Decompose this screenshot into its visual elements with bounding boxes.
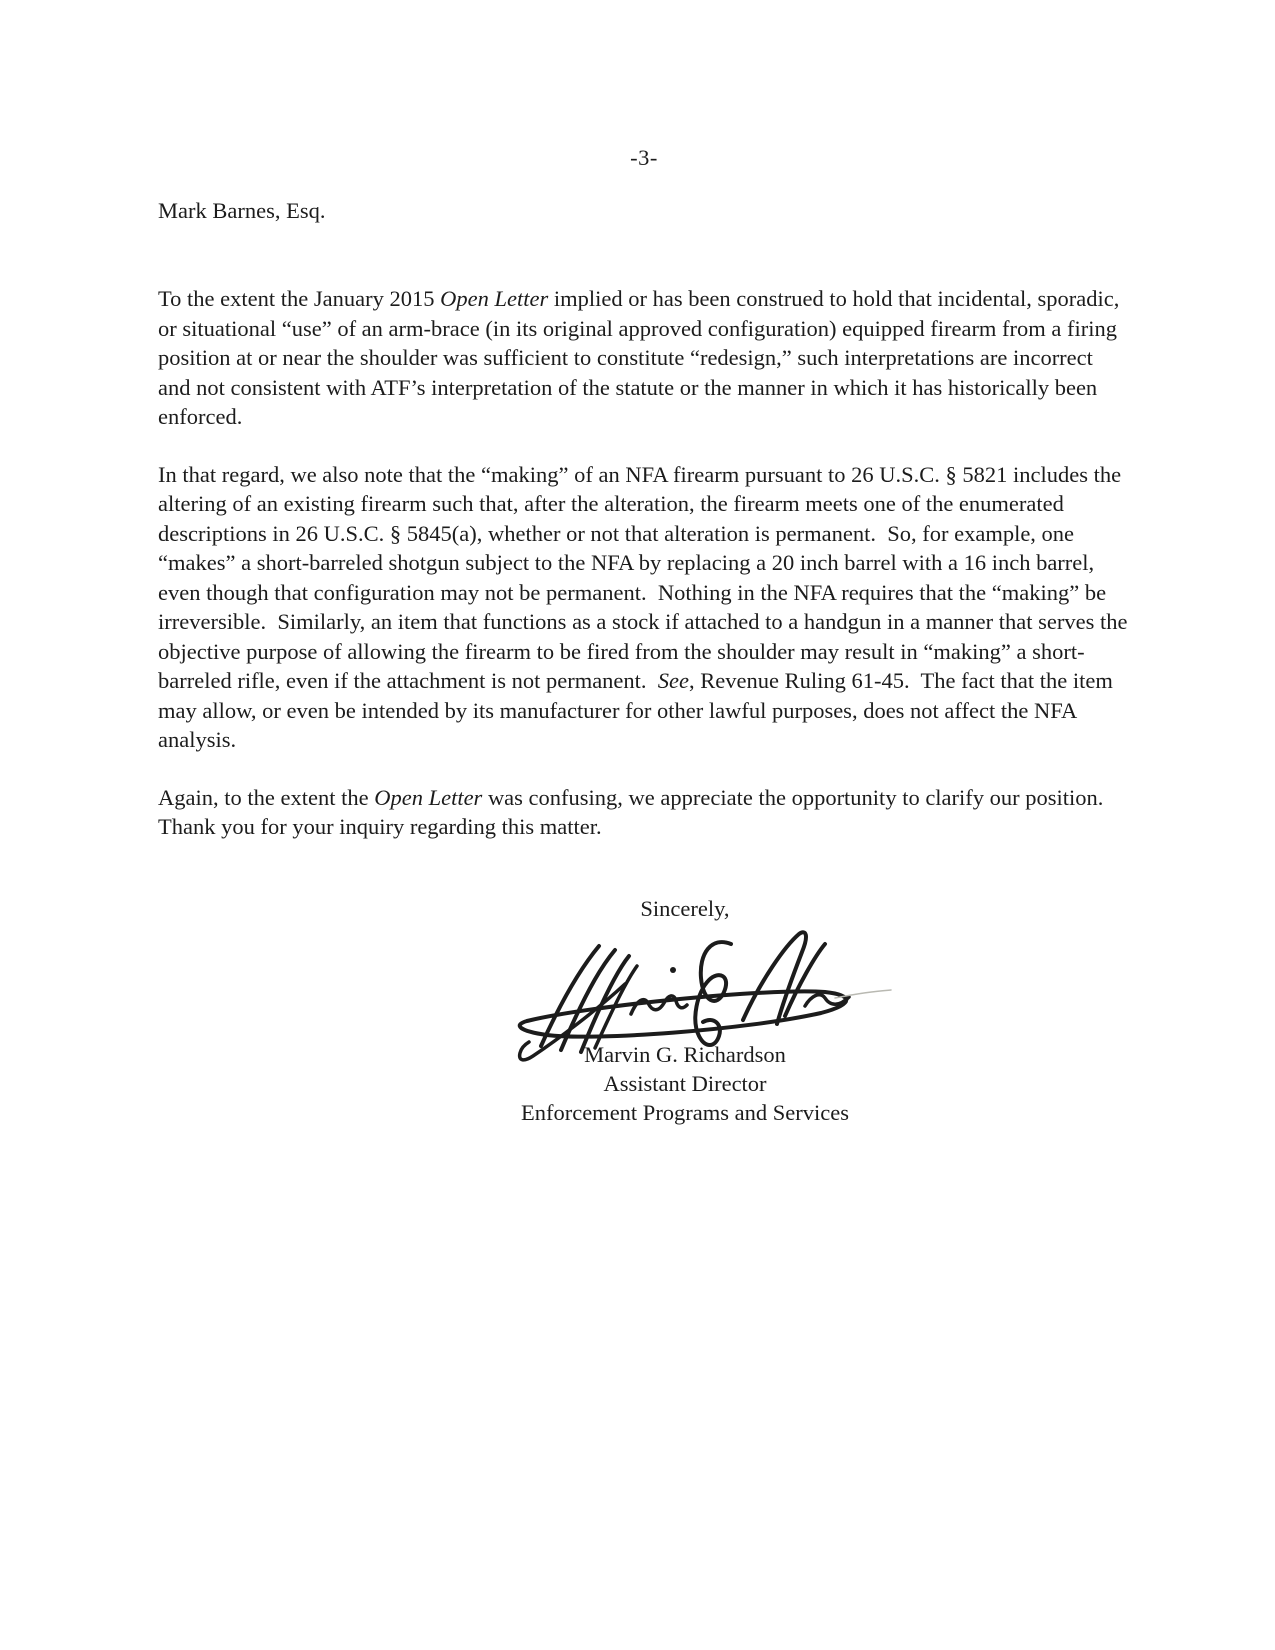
page-number: -3- (630, 145, 658, 170)
body-paragraph-3: Again, to the extent the Open Letter was confusing, we appreciate the opportunity to clarify our position. Thank you for your inquiry regarding this matter. (158, 784, 1115, 839)
signer-name: Marvin G. Richardson (584, 1042, 786, 1067)
letter-body (158, 284, 1134, 842)
recipient-name: Mark Barnes, Esq. (158, 198, 326, 223)
signer-office: Enforcement Programs and Services (520, 1100, 850, 1125)
signer-title: Assistant Director (603, 1071, 767, 1096)
closing-salutation: Sincerely, (640, 896, 730, 921)
body-paragraph-2: In that regard, we also note that the “making” of an NFA firearm pursuant to 26 U.S.C. § 5821 includes the altering of an existing firearm such that, after the alteration, the firearm meets one of the enumerated descriptions in 26 U.S.C. § 5845(a), whether or not that alteration is permanent. So, for example, one “makes” a short-barreled shotgun subject to the NFA by replacing a 20 inch barrel with a 16 inch barrel, even though that configuration may not be permanent. Nothing in the NFA requires that the “making” be irreversible. Similarly, an item that functions as a stock if attached to a handgun in a manner that serves the objective purpose of allowing the firearm to be fired from the shoulder may result in “making” a short-barreled rifle, even if the attachment is not permanent. See, Revenue Ruling 61-45. The fact that the item may allow, or even be intended by its manufacturer for other lawful purposes, does not affect the NFA analysis. (158, 461, 1134, 752)
body-paragraph-1: To the extent the January 2015 Open Letter implied or has been construed to hold that incidental, sporadic, or situational “use” of an arm-brace (in its original approved configuration) equipped firearm from a firing position at or near the shoulder was sufficient to constitute “redesign,” such interpretations are incorrect and not consistent with ATF’s interpretation of the statute or the manner in which it has historically been enforced. (158, 286, 1125, 429)
signature-block (400, 896, 970, 1146)
